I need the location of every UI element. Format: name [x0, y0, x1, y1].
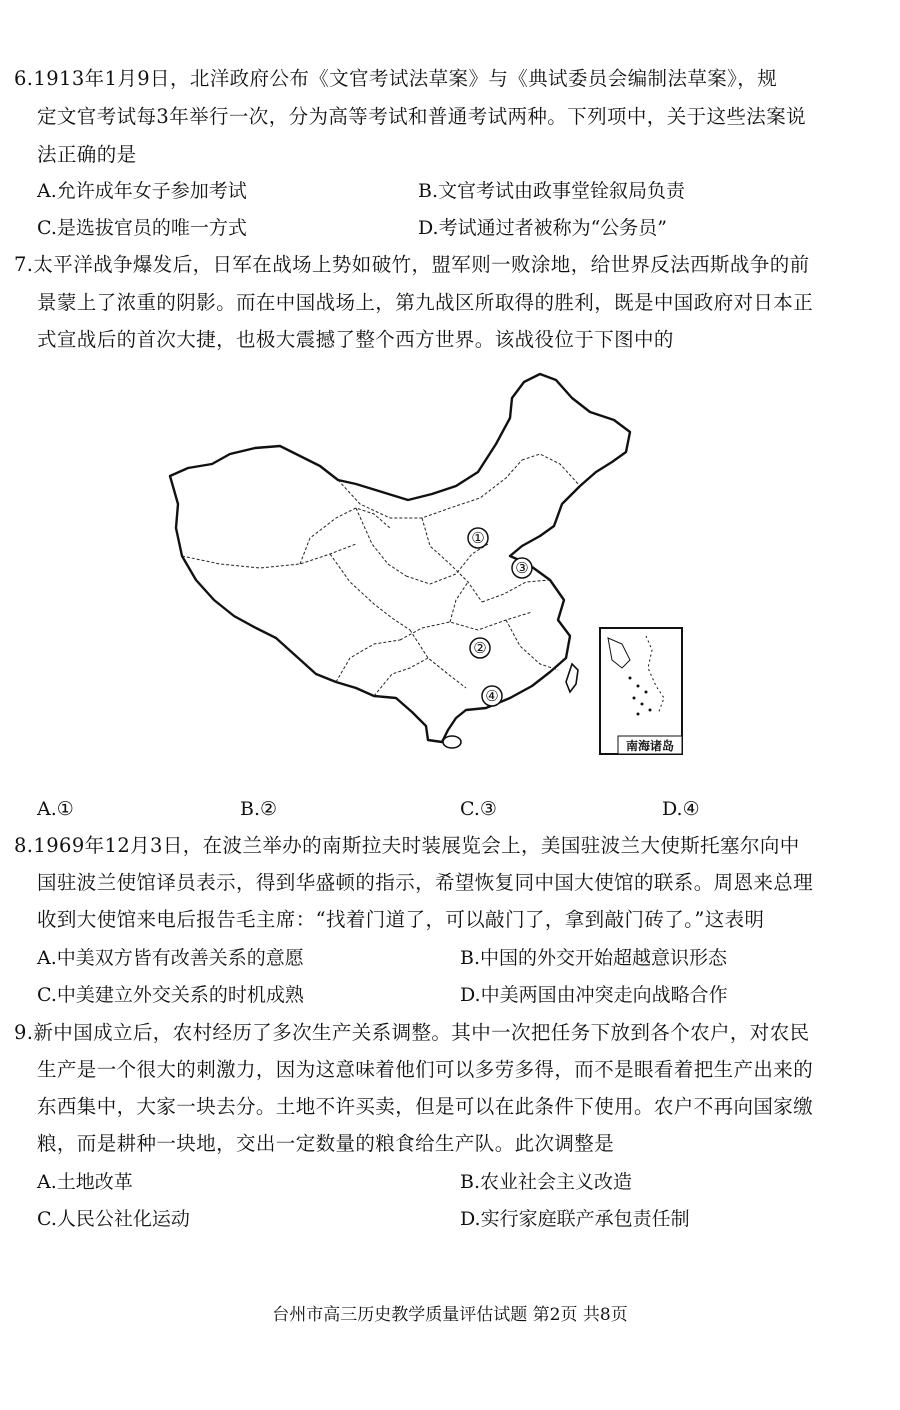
china-map: [160, 368, 700, 758]
q9-option-d: D.实行家庭联产承包责任制: [460, 1208, 690, 1230]
inset-label: 南海诸岛: [625, 739, 675, 753]
q9-option-a: A.土地改革: [37, 1171, 133, 1193]
border-sichuan: [330, 554, 410, 630]
q7-stem-line-3: 式宣战后的首次大捷，也极大震撼了整个西方世界。该战役位于下图中的: [37, 328, 674, 351]
q6-stem-line-3: 法正确的是: [37, 143, 137, 166]
marker-1: ①: [471, 529, 485, 547]
q7-stem-line-2: 景蒙上了浓重的阴影。而在中国战场上，第九战区所取得的胜利，既是中国政府对日本正: [37, 291, 814, 314]
q7-option-a: A.①: [37, 798, 74, 820]
border-central-3: [400, 612, 532, 640]
q6-option-c: C.是选拔官员的唯一方式: [37, 217, 247, 239]
q8-option-c: C.中美建立外交关系的时机成熟: [37, 984, 304, 1006]
border-gansu: [356, 508, 406, 576]
hainan: [443, 736, 461, 748]
q6-option-b: B.文官考试由政事堂铨叙局负责: [418, 180, 686, 202]
q6-option-a: A.允许成年女子参加考试: [37, 180, 247, 202]
q9-stem-line-4: 粮，而是耕种一块地，交出一定数量的粮食给生产队。此次调整是: [37, 1132, 615, 1155]
q7-option-d: D.④: [662, 798, 700, 820]
border-south: [374, 658, 428, 696]
china-outline: [170, 374, 630, 742]
border-central-4: [410, 630, 466, 688]
q6-stem-line-2: 定文官考试每3年举行一次，分为高等考试和普通考试两种。下列项中，关于这些法案说: [37, 105, 807, 128]
q6-stem-line-1: 6.1913年1月9日，北洋政府公布《文官考试法草案》与《典试委员会编制法草案》，规: [14, 67, 778, 90]
q8-stem-line-3: 收到大使馆来电后报告毛主席：“找着门道了，可以敲门了，拿到敲门砖了。”这表明: [37, 908, 765, 931]
marker-4: ④: [485, 687, 499, 705]
border-inner-mongolia: [338, 460, 522, 518]
q7-stem-line-1: 7.太平洋战争爆发后，日军在战场上势如破竹，盟军则一败涂地，给世界反法西斯战争的前: [14, 253, 810, 276]
q8-option-b: B.中国的外交开始超越意识形态: [460, 947, 728, 969]
border-xinjiang-tibet: [182, 544, 356, 568]
q6-option-d: D.考试通过者被称为“公务员”: [418, 217, 668, 239]
q8-option-d: D.中美两国由冲突走向战略合作: [460, 984, 728, 1006]
q9-option-c: C.人民公社化运动: [37, 1208, 190, 1230]
border-central-1: [406, 544, 488, 584]
border-east-2: [506, 620, 558, 670]
border-qinghai: [300, 508, 390, 564]
q9-option-b: B.农业社会主义改造: [460, 1171, 633, 1193]
taiwan: [566, 664, 578, 692]
marker-2: ②: [473, 639, 487, 657]
q9-stem-line-1: 9.新中国成立后，农村经历了多次生产关系调整。其中一次把任务下放到各个农户，对农民: [14, 1021, 810, 1044]
q7-option-b: B.②: [240, 798, 278, 820]
q9-stem-line-2: 生产是一个很大的刺激力，因为这意味着他们可以多劳多得，而不是眼看着把生产出来的: [37, 1058, 814, 1081]
border-east-1: [482, 580, 550, 602]
q7-option-c: C.③: [460, 798, 497, 820]
border-east-3: [450, 582, 468, 622]
q8-stem-line-2: 国驻波兰使馆译员表示，得到华盛顿的指示，希望恢复同中国大使馆的联系。周恩来总理: [37, 871, 814, 894]
q8-stem-line-1: 8.1969年12月3日，在波兰举办的南斯拉夫时装展览会上，美国驻波兰大使斯托塞尔向中: [14, 834, 800, 857]
border-northeast: [522, 454, 580, 486]
marker-3: ③: [515, 559, 529, 577]
page-footer: 台州市高三历史教学质量评估试题 第2页 共8页: [272, 1305, 628, 1325]
south-china-sea-inset: [600, 628, 682, 754]
q9-stem-line-3: 东西集中，大家一块去分。土地不许买卖，但是可以在此条件下使用。农户不再向国家缴: [37, 1095, 814, 1118]
q8-option-a: A.中美双方皆有改善关系的意愿: [37, 947, 304, 969]
